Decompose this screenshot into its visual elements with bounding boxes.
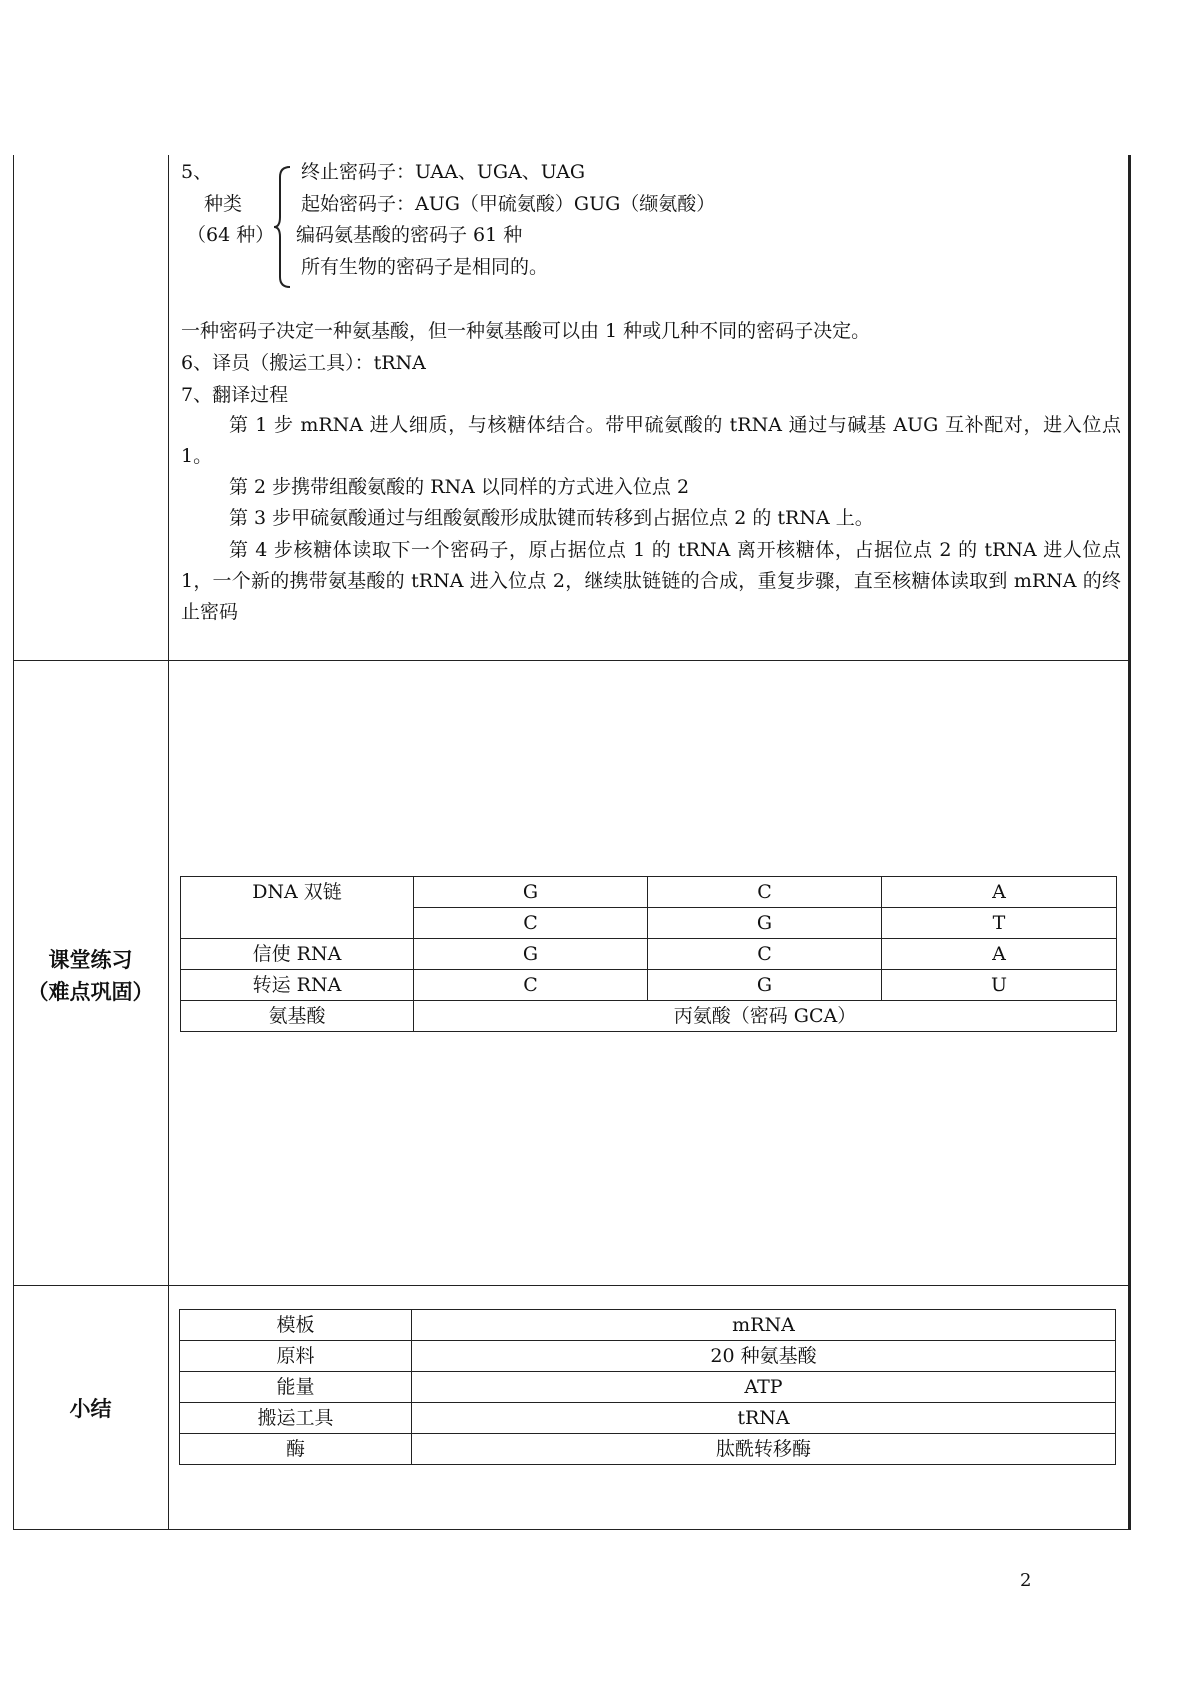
table-cell: T xyxy=(882,908,1117,939)
table-row xyxy=(180,1341,1116,1372)
summary-value-cell: ATP xyxy=(412,1372,1116,1403)
table-cell: C xyxy=(414,970,648,1001)
trna-label-cell: 转运 RNA xyxy=(181,970,414,1001)
table-row xyxy=(181,1001,1117,1032)
translation-step-4: 第 4 步核糖体读取下一个密码子，原占据位点 1 的 tRNA 离开核糖体，占据位点 2 的 tRNA 进人位点 1，一个新的携带氨基酸的 tRNA 进入位点 2，继续肽链链的合成，重复步骤，直至核糖体读取到 mRNA 的终止密码 xyxy=(181,539,1121,623)
practice-label-line2: （难点巩固） xyxy=(27,980,154,1004)
mrna-label-cell: 信使 RNA xyxy=(181,939,414,970)
dna-label-cell: DNA 双链 xyxy=(181,877,414,939)
table-cell: A xyxy=(882,877,1117,908)
table-cell: C xyxy=(414,908,648,939)
stop-codon-item: 终止密码子：UAA、UGA、UAG xyxy=(301,161,586,183)
table-cell: G xyxy=(648,970,882,1001)
page-number: 2 xyxy=(1020,1570,1032,1591)
summary-value-cell: tRNA xyxy=(412,1403,1116,1434)
summary-key-cell: 酶 xyxy=(180,1434,412,1465)
table-cell: C xyxy=(648,877,882,908)
column-divider xyxy=(168,155,169,1530)
row-divider-2 xyxy=(13,1285,1131,1286)
translation-step-3: 第 3 步甲硫氨酸通过与组酸氨酸形成肽键而转移到占据位点 2 的 tRNA 上。 xyxy=(229,507,874,529)
table-row xyxy=(181,939,1117,970)
table-cell: G xyxy=(414,939,648,970)
codon-count-label: （64 种） xyxy=(187,224,275,246)
table-row xyxy=(180,1403,1116,1434)
left-brace-icon xyxy=(272,165,292,289)
summary-table xyxy=(179,1309,1116,1465)
practice-label xyxy=(13,944,168,1008)
table-cell: C xyxy=(648,939,882,970)
summary-key-cell: 搬运工具 xyxy=(180,1403,412,1434)
amino-acid-label-cell: 氨基酸 xyxy=(181,1001,414,1032)
table-row xyxy=(181,970,1117,1001)
item-7-heading: 7、翻译过程 xyxy=(181,384,289,406)
row-divider-1 xyxy=(13,660,1131,661)
practice-label-line1: 课堂练习 xyxy=(48,948,133,972)
translation-step-2: 第 2 步携带组酸氨酸的 RNA 以同样的方式进入位点 2 xyxy=(229,476,690,498)
table-cell: G xyxy=(414,877,648,908)
summary-key-cell: 模板 xyxy=(180,1310,412,1341)
summary-value-cell: 20 种氨基酸 xyxy=(412,1341,1116,1372)
amino-acid-value-cell: 丙氨酸（密码 GCA） xyxy=(414,1001,1117,1032)
table-cell: U xyxy=(882,970,1117,1001)
table-row xyxy=(180,1372,1116,1403)
summary-value-cell: 肽酰转移酶 xyxy=(412,1434,1116,1465)
summary-value-cell: mRNA xyxy=(412,1310,1116,1341)
section-number: 5、 xyxy=(181,161,213,183)
table-row xyxy=(180,1310,1116,1341)
codon-rule-text: 一种密码子决定一种氨基酸，但一种氨基酸可以由 1 种或几种不同的密码子决定。 xyxy=(181,320,871,342)
table-cell: G xyxy=(648,908,882,939)
table-row xyxy=(181,877,1117,908)
coding-codon-item: 编码氨基酸的密码子 61 种 xyxy=(296,224,523,246)
start-codon-item: 起始密码子：AUG（甲硫氨酸）GUG（缬氨酸） xyxy=(301,193,716,215)
summary-key-cell: 原料 xyxy=(180,1341,412,1372)
base-pairing-table xyxy=(180,876,1117,1032)
translation-step-1: 第 1 步 mRNA 进人细质，与核糖体结合。带甲硫氨酸的 tRNA 通过与碱基 AUG 互补配对，进入位点 1。 xyxy=(181,414,1121,467)
table-cell: A xyxy=(882,939,1117,970)
summary-label: 小结 xyxy=(69,1397,112,1421)
item-6-text: 6、译员（搬运工具）：tRNA xyxy=(181,352,426,374)
table-row xyxy=(180,1434,1116,1465)
universal-codon-item: 所有生物的密码子是相同的。 xyxy=(301,256,549,278)
summary-key-cell: 能量 xyxy=(180,1372,412,1403)
codon-kind-label: 种类 xyxy=(204,193,243,215)
